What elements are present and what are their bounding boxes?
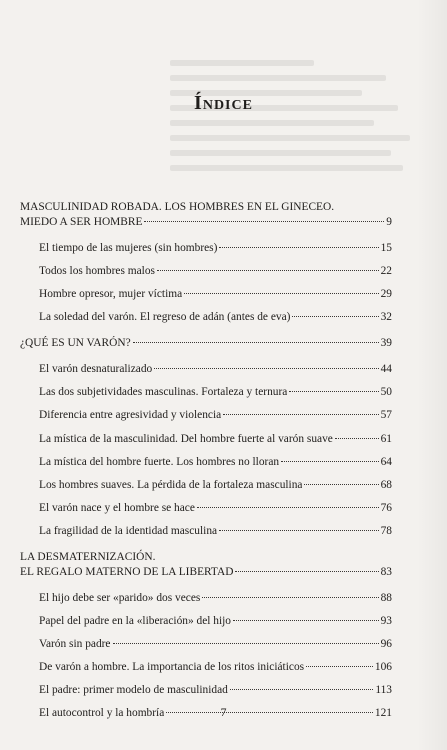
toc-page-number: 57 — [380, 409, 392, 422]
toc-item[interactable] — [20, 264, 392, 279]
toc-item[interactable] — [20, 637, 392, 652]
toc-section-label: EL REGALO MATERNO DE LA LIBERTAD — [20, 565, 234, 578]
dot-leader — [223, 414, 378, 415]
toc-item[interactable] — [20, 287, 392, 302]
toc-page-number: 15 — [380, 242, 392, 254]
toc-item-label: Los hombres suaves. La pérdida de la fortaleza masculina — [39, 478, 303, 491]
toc-section-3-line2 — [20, 565, 392, 580]
toc-item[interactable] — [20, 241, 392, 256]
dot-leader — [289, 391, 378, 392]
toc-item-label: Las dos subjetividades masculinas. Fortaleza y ternura — [39, 386, 288, 399]
toc-item[interactable] — [20, 614, 392, 629]
toc-item-label: El autocontrol y la hombría — [39, 707, 165, 720]
toc-page-number: 78 — [380, 524, 392, 537]
toc-section-3-line1: LA DESMATERNIZACIÓN. — [20, 550, 156, 563]
dot-leader — [219, 530, 379, 531]
dot-leader — [144, 221, 384, 222]
toc-page-number: 64 — [380, 455, 392, 468]
page-edge-shadow — [417, 0, 447, 750]
toc-item[interactable] — [20, 432, 392, 447]
toc-page-number: 93 — [380, 615, 392, 628]
toc-page-number: 96 — [380, 638, 392, 651]
toc-page-number: 83 — [380, 565, 392, 578]
toc-page-number: 32 — [380, 311, 392, 324]
toc-page-number: 29 — [380, 288, 392, 301]
dot-leader — [219, 247, 378, 248]
toc-page-number: 76 — [380, 501, 392, 514]
toc-item[interactable] — [20, 591, 392, 606]
toc-page-number: 39 — [380, 337, 392, 350]
toc-page-number: 22 — [380, 265, 392, 278]
toc-item-label: Todos los hombres malos — [39, 265, 155, 278]
toc-page-number: 9 — [386, 216, 392, 228]
toc-page-number: 44 — [380, 363, 392, 376]
toc-item-label: Diferencia entre agresividad y violencia — [39, 409, 222, 422]
toc-page-number: 121 — [374, 707, 392, 720]
dot-leader — [197, 507, 379, 508]
dot-leader — [184, 293, 378, 294]
toc-item-label: Varón sin padre — [39, 638, 111, 651]
toc-item[interactable] — [20, 501, 392, 516]
dot-leader — [230, 689, 373, 690]
toc-item-label: El hijo debe ser «parido» dos veces — [39, 591, 201, 604]
toc-item-label: La soledad del varón. El regreso de adán (antes de eva) — [39, 311, 291, 324]
toc-item[interactable] — [20, 524, 392, 539]
toc-section-label: MIEDO A SER HOMBRE — [20, 216, 143, 228]
toc-item[interactable] — [20, 478, 392, 493]
toc-item-label: De varón a hombre. La importancia de los ritos iniciáticos — [39, 661, 305, 674]
dot-leader — [292, 316, 378, 317]
toc-page-number: 113 — [375, 684, 392, 697]
toc-item[interactable] — [20, 455, 392, 470]
toc-item-label: La mística de la masculinidad. Del hombre fuerte al varón suave — [39, 432, 333, 445]
toc-item-label: La fragilidad de la identidad masculina — [39, 524, 218, 537]
toc-item-label: La mística del hombre fuerte. Los hombres no lloran — [39, 455, 280, 468]
toc-page-number: 50 — [380, 386, 392, 399]
toc-item[interactable] — [20, 385, 392, 400]
toc-section-3[interactable] — [20, 550, 392, 580]
dot-leader — [133, 342, 379, 343]
dot-leader — [157, 270, 379, 271]
table-of-contents — [20, 200, 392, 730]
toc-page-number: 88 — [380, 591, 392, 604]
dot-leader — [304, 484, 378, 485]
toc-section-1-line2 — [20, 215, 392, 230]
page-title: Índice — [194, 92, 253, 114]
toc-item[interactable] — [20, 408, 392, 423]
toc-section-2[interactable] — [20, 336, 392, 351]
dot-leader — [306, 666, 373, 667]
toc-item-label: El varón desnaturalizado — [39, 363, 153, 376]
dot-leader — [154, 368, 378, 369]
toc-section-1[interactable] — [20, 200, 392, 230]
toc-item-label: Papel del padre en la «liberación» del hijo — [39, 615, 231, 628]
dot-leader — [235, 571, 378, 572]
toc-item-label: El tiempo de las mujeres (sin hombres) — [39, 242, 218, 254]
toc-item[interactable] — [20, 362, 392, 377]
toc-section-1-line1: MASCULINIDAD ROBADA. LOS HOMBRES EN EL GINECEO. — [20, 201, 335, 213]
dot-leader — [202, 597, 378, 598]
toc-item[interactable] — [20, 660, 392, 675]
dot-leader — [113, 643, 379, 644]
toc-item[interactable] — [20, 683, 392, 698]
bleed-through-text — [170, 60, 410, 200]
dot-leader — [335, 438, 379, 439]
dot-leader — [281, 461, 379, 462]
toc-page-number: 68 — [380, 478, 392, 491]
toc-item[interactable] — [20, 310, 392, 325]
toc-item-label: Hombre opresor, mujer víctima — [39, 288, 183, 301]
toc-item-label: El varón nace y el hombre se hace — [39, 501, 195, 514]
toc-section-label: ¿QUÉ ES UN VARÓN? — [20, 337, 131, 350]
toc-page-number: 61 — [380, 432, 392, 445]
page-number: 7 — [220, 705, 227, 719]
dot-leader — [233, 620, 379, 621]
toc-page-number: 106 — [374, 661, 392, 674]
toc-item-label: El padre: primer modelo de masculinidad — [39, 684, 228, 697]
